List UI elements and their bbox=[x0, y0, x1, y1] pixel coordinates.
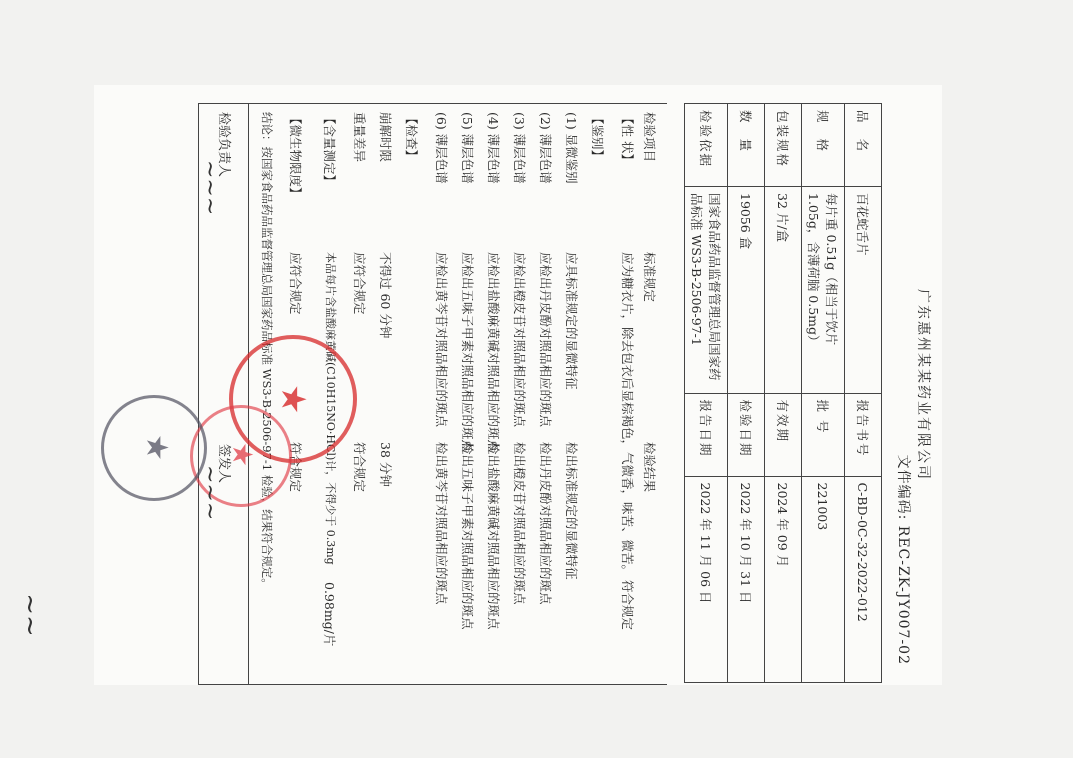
column-headers bbox=[639, 112, 659, 676]
test-result: 检出橙皮苷对照品相应的斑点 bbox=[512, 442, 527, 605]
spec-value: 每片重 0.51g（相当于饮片 1.05g，含薄荷脑 0.5mg） bbox=[802, 187, 845, 394]
test-item: 重量差异 bbox=[352, 112, 367, 163]
test-item: (4) 薄层色谱 bbox=[486, 112, 501, 184]
reviewer-label: 签发人 bbox=[216, 444, 231, 484]
red-stamp-seal: ★ bbox=[229, 335, 357, 463]
test-item: 【检查】 bbox=[404, 112, 419, 163]
test-row bbox=[587, 112, 607, 676]
batch-label: 批 号 bbox=[802, 393, 845, 476]
test-item: (6) 薄层色谱 bbox=[434, 112, 449, 184]
report-header bbox=[895, 105, 934, 665]
quantity-label: 数 量 bbox=[728, 104, 765, 187]
company-name: 广东惠州某某药业有限公司 bbox=[915, 289, 931, 481]
test-result: 符合规定 bbox=[620, 580, 635, 631]
product-label: 品 名 bbox=[845, 104, 882, 187]
test-standard: 应具标准规定的显微特征 bbox=[564, 252, 579, 390]
red-stamp-seal: ★ bbox=[190, 405, 292, 507]
package-value: 32 片/盒 bbox=[765, 187, 802, 394]
test-result: 38 分钟 bbox=[378, 442, 393, 487]
test-result: 检出盐酸麻黄碱对照品相应的斑点 bbox=[486, 442, 501, 630]
test-row bbox=[375, 112, 395, 676]
test-date-label: 检验日期 bbox=[728, 393, 765, 476]
test-standard: 应检出橙皮苷对照品相应的斑点 bbox=[512, 252, 527, 428]
test-item: 【微生物限度】 bbox=[288, 112, 303, 200]
product-info-table bbox=[684, 103, 882, 683]
test-row bbox=[509, 112, 529, 676]
test-row bbox=[483, 112, 503, 676]
info-row bbox=[765, 104, 802, 683]
conclusion: 结论：按国家食品药品监督管理总局国家药品标准 WS3-B-2506-97-1 检验，结果符合规定。 bbox=[260, 112, 274, 590]
test-item: (2) 薄层色谱 bbox=[538, 112, 553, 184]
basis-label: 检验依据 bbox=[685, 104, 728, 187]
product-value: 百花蛇舌片 bbox=[845, 187, 882, 394]
test-date-value: 2022 年 10 月 31 日 bbox=[728, 476, 765, 683]
tester-label: 检验负责人 bbox=[216, 112, 231, 178]
test-result: 检出五味子甲素对照品相应的斑点 bbox=[460, 442, 475, 630]
test-item: 崩解时限 bbox=[378, 112, 393, 163]
info-row bbox=[728, 104, 765, 683]
test-result: 检出黄芩苷对照品相应的斑点 bbox=[434, 442, 449, 605]
result-column-header: 检验结果 bbox=[642, 442, 657, 493]
test-item: (5) 薄层色谱 bbox=[460, 112, 475, 184]
test-standard: 应为糖衣片，除去包衣后显棕褐色，气微香，味苦、微苦。 bbox=[620, 252, 635, 578]
handwritten-signature: ~~~ bbox=[197, 160, 222, 216]
report-sheet bbox=[94, 85, 942, 685]
test-item: 【含量测定】 bbox=[322, 112, 337, 188]
test-standard: 不得过 60 分钟 bbox=[378, 252, 393, 339]
report-no-value: C-BD-0C-32-2022-012 bbox=[845, 476, 882, 683]
test-row bbox=[431, 112, 451, 676]
test-result: 检出丹皮酚对照品相应的斑点 bbox=[538, 442, 553, 605]
test-result: 检出标准规定的显微特征 bbox=[564, 442, 579, 580]
report-date-label: 报告日期 bbox=[685, 393, 728, 476]
test-item: (1) 显微鉴别 bbox=[564, 112, 579, 184]
test-result: 符合规定 bbox=[288, 442, 303, 493]
expiry-value: 2024 年 09 月 bbox=[765, 476, 802, 683]
test-row bbox=[535, 112, 555, 676]
test-standard: 应检出黄芩苷对照品相应的斑点 bbox=[434, 252, 449, 428]
item-column-header: 检验项目 bbox=[642, 112, 657, 163]
report-date-value: 2022 年 11 月 06 日 bbox=[685, 476, 728, 683]
batch-value: 221003 bbox=[802, 476, 845, 683]
expiry-label: 有效期 bbox=[765, 393, 802, 476]
test-item: 【鉴别】 bbox=[590, 112, 605, 163]
test-row bbox=[617, 112, 637, 676]
handwritten-signature: ~~~ bbox=[197, 465, 222, 521]
test-standard: 应符合规定 bbox=[352, 252, 367, 315]
test-item: 【性 状】 bbox=[620, 112, 635, 166]
test-standard: 本品每片含盐酸麻黄碱(C10H15NO·HCl)计，不得少于 0.3mg bbox=[324, 252, 337, 565]
test-result: 符合规定 bbox=[352, 442, 367, 493]
basis-value: 国家食品药品监督管理总局国家药品标准 WS3-B-2506-97-1 bbox=[685, 187, 728, 394]
info-row bbox=[845, 104, 882, 683]
standard-column-header: 标准规定 bbox=[642, 252, 657, 303]
test-row bbox=[401, 112, 421, 676]
report-page bbox=[94, 85, 942, 685]
document-number: 文件编码: REC-ZK-JY007-02 bbox=[895, 454, 911, 665]
gray-stamp-seal: ★ bbox=[101, 395, 207, 501]
package-label: 包装规格 bbox=[765, 104, 802, 187]
test-row bbox=[457, 112, 477, 676]
test-standard: 应检出五味子甲素对照品相应的斑点 bbox=[460, 252, 475, 453]
handwritten-note: ~~ bbox=[14, 593, 45, 637]
quantity-value: 19056 盒 bbox=[728, 187, 765, 394]
test-item: (3) 薄层色谱 bbox=[512, 112, 527, 184]
test-result: 0.98mg/片 bbox=[322, 582, 337, 647]
test-standard: 应符合规定 bbox=[288, 252, 303, 315]
spec-label: 规 格 bbox=[802, 104, 845, 187]
test-row bbox=[561, 112, 581, 676]
test-standard: 应检出丹皮酚对照品相应的斑点 bbox=[538, 252, 553, 428]
info-row bbox=[685, 104, 728, 683]
info-row bbox=[802, 104, 845, 683]
report-no-label: 报告书号 bbox=[845, 393, 882, 476]
test-standard: 应检出盐酸麻黄碱对照品相应的斑点 bbox=[486, 252, 501, 453]
